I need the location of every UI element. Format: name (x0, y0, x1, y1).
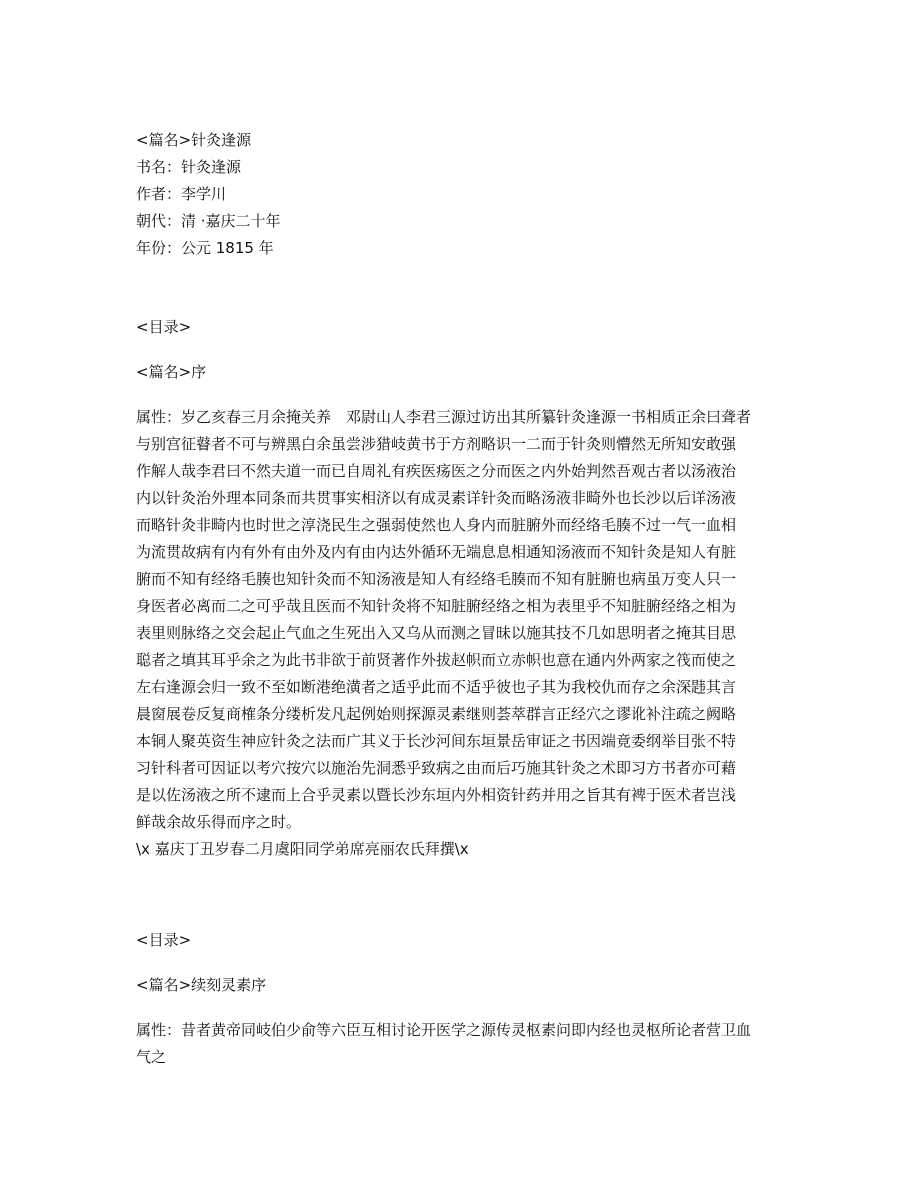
body-line: 左右逢源会归一致不至如断港绝潢者之适乎此而不适乎彼也子其为我校仇而存之余深韪其言 (136, 678, 737, 696)
spacer (136, 999, 786, 1017)
body-line: 作解人哉李君曰不然夫道一而已自周礼有疾医疡医之分而医之内外始判然吾观古者以汤液治 (136, 462, 737, 480)
author-line: 作者：李学川 (136, 185, 227, 203)
body-line: 聪者之填其耳乎余之为此书非欲于前贤著作外拔赵帜而立赤帜也意在通内外两家之筏而使之 (136, 651, 737, 669)
body-line: 习针科者可因证以考穴按穴以施治先洞悉乎致病之由而后巧施其针灸之术即习方书者亦可藉 (136, 759, 737, 777)
year-line: 年份：公元 1815 年 (136, 239, 274, 257)
body-line: 为流贯故病有内有外有由外及内有由内达外循环无端息息相通知汤液而不知针灸是知人有脏 (136, 543, 737, 561)
dynasty-line: 朝代：清 ·嘉庆二十年 (136, 212, 281, 230)
body-line: 腑而不知有经络毛腠也知针灸而不知汤液是知人有经络毛腠而不知有脏腑也病虽万变人只一 (136, 570, 737, 588)
toc-marker: <目录> (136, 931, 192, 949)
body-line: 表里则脉络之交会起止气血之生死出入又乌从而测之冒昧以施其技不几如思明者之掩其目思 (136, 624, 737, 642)
second-preface-body (136, 1017, 786, 1071)
body-line: 本铜人聚英资生神应针灸之法而广其义于长沙河间东垣景岳审证之书因端竟委纲举目张不特 (136, 732, 737, 750)
chapter-title: <篇名>序 (136, 363, 207, 381)
body-line: 属性：岁乙亥春三月余掩关养 邓尉山人李君三源过访出其所纂针灸逢源一书相质正余曰聋者 (136, 408, 752, 426)
body-line: 鲜哉余故乐得而序之时。 (136, 813, 302, 831)
spacer (136, 954, 786, 972)
preface-body (136, 404, 786, 863)
signature-line: \x 嘉庆丁丑岁春二月虞阳同学弟席亮丽农氏拜撰\x (136, 840, 469, 858)
spacer (136, 262, 786, 314)
spacer (136, 863, 786, 927)
body-line: 身医者必离而二之可乎哉且医而不知针灸将不知脏腑经络之相为表里乎不知脏腑经络之相为 (136, 597, 737, 615)
body-line: 内以针灸治外理本同条而共贯事实相济以有成灵素详针灸而略汤液非畸外也长沙以后详汤液 (136, 489, 737, 507)
toc-marker: <目录> (136, 318, 192, 336)
body-line: 而略针灸非畸内也时世之淳浇民生之强弱使然也人身内而脏腑外而经络毛腠不过一气一血相 (136, 516, 737, 534)
document-page (136, 127, 786, 1071)
chapter-title: <篇名>续刻灵素序 (136, 976, 267, 994)
spacer (136, 341, 786, 359)
body-line: 属性：昔者黄帝同岐伯少俞等六臣互相讨论开医学之源传灵枢素问即内经也灵枢所论者营卫血 (136, 1021, 752, 1039)
body-line: 晨窗展卷反复商榷条分缕析发凡起例始则探源灵素继则荟萃群言正经穴之谬讹补注疏之阙略 (136, 705, 737, 723)
body-line: 与别宫征瞽者不可与辨黑白余虽尝涉猎岐黄书于方剂略识一二而于针灸则懵然无所知安敢强 (136, 435, 737, 453)
body-line: 是以佐汤液之所不逮而上合乎灵素以暨长沙东垣内外相资针药并用之旨其有裨于医术者岂浅 (136, 786, 737, 804)
body-line: 气之 (136, 1048, 167, 1066)
book-line: 书名：针灸逢源 (136, 158, 242, 176)
title-line: <篇名>针灸逢源 (136, 131, 252, 149)
spacer (136, 386, 786, 404)
